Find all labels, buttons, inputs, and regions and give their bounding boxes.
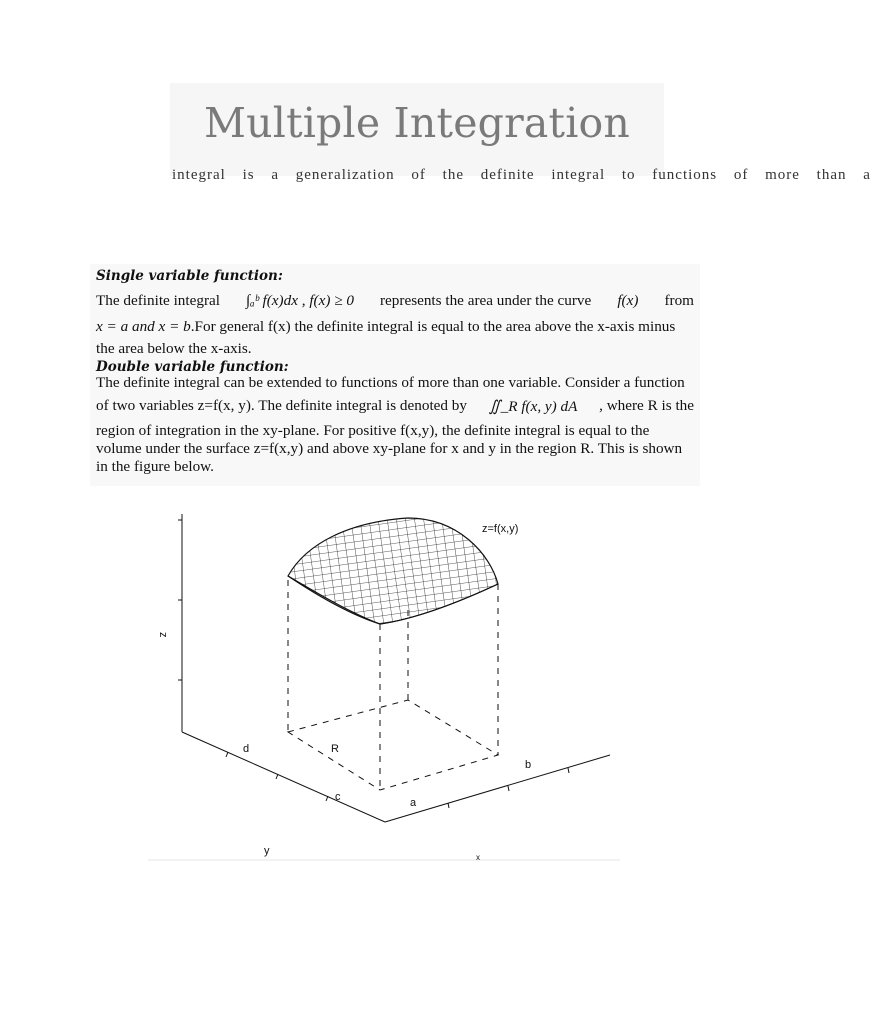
- title-band: [170, 83, 664, 176]
- double-variable-heading: Double variable function:: [96, 359, 289, 375]
- single-line-1-end: from: [664, 292, 694, 309]
- clipped-text-line: [172, 167, 871, 183]
- y-tick: [276, 774, 278, 779]
- z-axis-label: z: [157, 632, 169, 638]
- x-tick: [568, 768, 569, 773]
- single-variable-heading: Single variable function:: [96, 268, 283, 284]
- y-tick: [226, 752, 228, 757]
- double-line-4: volume under the surface z=f(x,y) and above xy-plane for x and y in the region R. This is shown: [96, 440, 683, 457]
- double-line-2: [96, 397, 694, 416]
- double-integral-expression: ∬_R f(x, y) dA: [488, 398, 578, 415]
- single-line-1-middle: represents the area under the curve: [380, 292, 592, 309]
- label-d: d: [243, 743, 250, 755]
- double-line-3: region of integration in the xy-plane. For positive f(x,y), the definite integral is equal to the: [96, 422, 650, 439]
- text-block: [90, 264, 700, 486]
- x-axis-label: x: [476, 853, 480, 862]
- y-axis-label: y: [264, 845, 270, 857]
- surface: [288, 518, 498, 624]
- single-line-1-start: The definite integral: [96, 292, 220, 309]
- double-line-2-start: of two variables z=f(x, y). The definite integral is denoted by: [96, 397, 467, 414]
- bounds-expression: x = a and x = b: [96, 318, 191, 335]
- surface-figure: [148, 500, 620, 862]
- label-region: R: [331, 743, 339, 755]
- x-tick: [448, 803, 449, 808]
- page-title: Multiple Integration: [203, 99, 631, 147]
- region-outline: [288, 700, 498, 790]
- double-line-5: in the figure below.: [96, 458, 214, 475]
- double-line-1: The definite integral can be extended to functions of more than one variable. Consider a function: [96, 374, 685, 391]
- x-axis-line: [385, 755, 610, 822]
- label-c: c: [335, 791, 341, 803]
- label-a: a: [410, 797, 417, 809]
- surface-mesh: [288, 518, 498, 624]
- y-axis-line: [182, 732, 385, 822]
- single-line-1: [96, 292, 694, 310]
- single-line-3: the area below the x-axis.: [96, 340, 252, 357]
- single-line-2: [96, 318, 675, 336]
- surface-label: z=f(x,y): [482, 523, 519, 535]
- integral-expression: ∫ₐᵇ f(x)dx , f(x) ≥ 0: [246, 292, 354, 309]
- clipped-text: integral is a generalization of the definite integral to functions of more than a: [172, 167, 871, 183]
- label-b: b: [525, 759, 532, 771]
- fx-expression: f(x): [617, 292, 639, 309]
- x-tick: [508, 786, 509, 791]
- single-line-2-text: .For general f(x) the definite integral is equal to the area above the x-axis minus: [190, 318, 676, 335]
- double-line-2-end: , where R is the: [599, 397, 694, 414]
